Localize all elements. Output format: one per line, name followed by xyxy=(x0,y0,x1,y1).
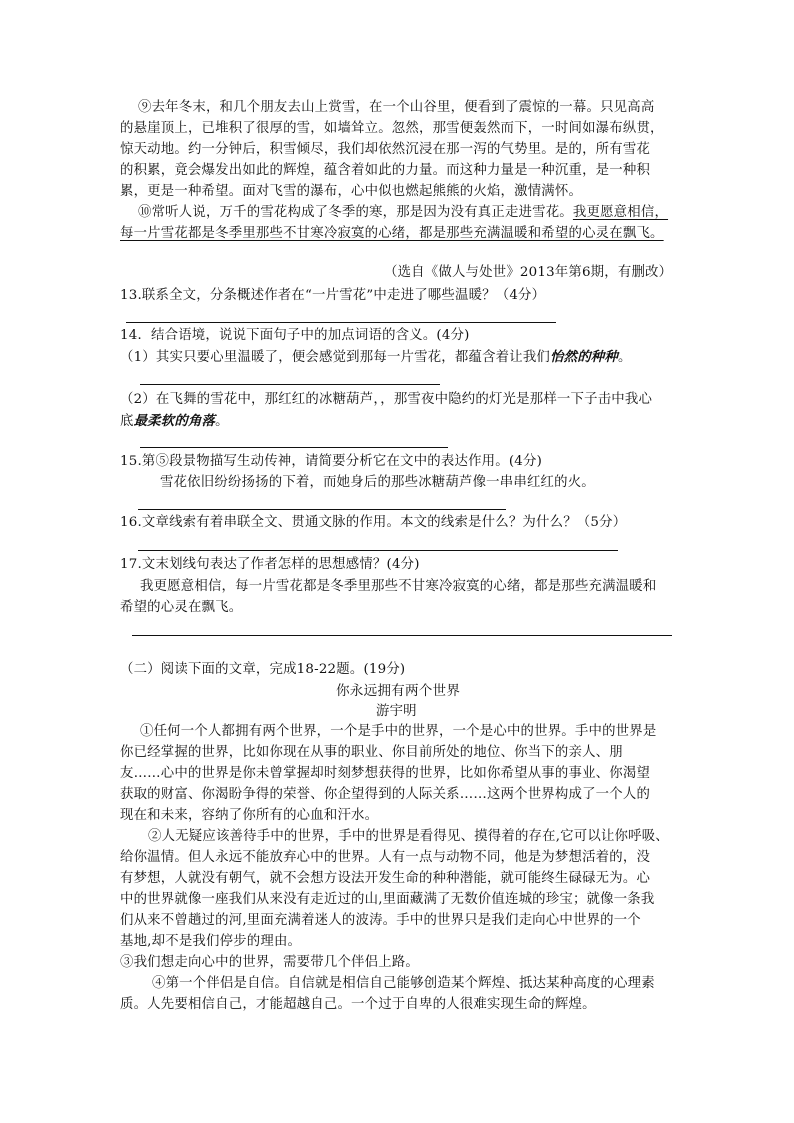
question-15-quote: 雪花依旧纷纷扬扬的下着，而她身后的那些冰糖葫芦像一串串红红的火。 xyxy=(160,475,595,490)
q14-2-dotted-word: 最柔软的角落 xyxy=(133,413,216,429)
q14-2-text: 底 xyxy=(120,414,134,429)
question-17-quote-2: 希望的心灵在飘飞。 xyxy=(120,600,243,615)
q14-1-dotted-word: 怡然的种种 xyxy=(550,349,618,365)
p2-2-line-2: 给你温情。但人永远不能放弃心中的世界。人有一点与动物不同，他是为梦想活着的，没 xyxy=(120,850,651,865)
p2-1-line-1: ①任何一个人都拥有两个世界，一个是手中的世界，一个是心中的世界。手中的世界是 xyxy=(140,724,657,739)
p10-text: ⑩常听人说，万千的雪花构成了冬季的寒，那是因为没有真正走进雪花。 xyxy=(138,205,573,220)
p2-2-line-4: 中的世界就像一座我们从来没有走近过的山,里面藏满了无数价值连城的珍宝；就像一条我 xyxy=(120,892,655,907)
p2-2-line-5: 们从来不曾趟过的河,里面充满着迷人的波涛。手中的世界只是我们走向心中世界的一个 xyxy=(120,913,641,928)
p9-line-4: 的积累，竟会爆发出如此的辉煌，蕴含着如此的力量。而这种力量是一种沉重，是一种积 xyxy=(120,163,651,178)
question-17: 17.文末划线句表达了作者怎样的思想感情？(4分) xyxy=(120,557,420,572)
question-14-1 xyxy=(120,347,632,367)
answer-line-14-2 xyxy=(140,447,448,448)
p2-1-line-2: 你已经掌握的世界，比如你现在从事的职业、你目前所处的地位、你当下的亲人、朋 xyxy=(120,745,623,760)
p9-line-2: 的悬崖顶上，已堆积了很厚的雪，如墙耸立。忽然，那雪便轰然而下，一时间如瀑布纵贯， xyxy=(120,121,664,136)
p2-1-line-5: 现在和未来，容纳了你所有的心血和汗水。 xyxy=(120,808,379,823)
section-2-intro: （二）阅读下面的文章，完成18-22题。(19分) xyxy=(120,662,406,677)
question-15: 15.第⑤段景物描写生动传神，请简要分析它在文中的表达作用。(4分) xyxy=(120,454,542,469)
question-14: 14．结合语境，说说下面句子中的加点词语的含义。(4分) xyxy=(120,328,470,343)
p10-underlined-line-2: 每一片雪花都是冬季里那些不甘寒冷寂寞的心绪，都是那些充满温暖和希望的心灵在飘飞。 xyxy=(120,226,664,241)
answer-line-15 xyxy=(138,509,506,510)
p2-2-line-6: 基地,却不是我们停步的理由。 xyxy=(120,934,302,949)
question-16: 16.文章线索有着串联全文、贯通文脉的作用。本文的线索是什么？为什么？（5分） xyxy=(120,515,627,530)
p2-1-line-3: 友……心中的世界是你未曾掌握却时刻梦想获得的世界，比如你希望从事的事业、你渴望 xyxy=(120,766,651,781)
p10-underlined-start: 我更愿意相信， xyxy=(572,205,669,220)
p2-1-line-4: 获取的财富、你渴盼争得的荣誉、你企望得到的人际关系……这两个世界构成了一个人的 xyxy=(120,787,651,802)
q14-1-end: 。 xyxy=(617,350,632,365)
p10-line-1 xyxy=(138,203,668,223)
question-17-quote-1: 我更愿意相信，每一片雪花都是冬季里那些不甘寒冷寂寞的心绪，都是那些充满温暖和 xyxy=(140,579,657,594)
p9-line-5: 累，更是一种希望。面对飞雪的瀑布，心中似也燃起熊熊的火焰，激情满怀。 xyxy=(120,184,583,199)
article-title: 你永远拥有两个世界 xyxy=(336,683,461,699)
source-citation: （选自《做人与处世》2013年第6期，有删改） xyxy=(384,265,673,280)
answer-line-14-1 xyxy=(140,384,440,385)
p2-2-line-3: 有梦想，人就没有朝气，就不会想方设法开发生命的种种潜能，就可能终生碌碌无为。心 xyxy=(120,871,651,886)
question-13: 13.联系全文，分条概述作者在“一片雪花”中走进了哪些温暖？（4分） xyxy=(120,288,546,303)
p2-2-line-1: ②人无疑应该善待手中的世界，手中的世界是看得见、摸得着的存在,它可以让你呼吸、 xyxy=(148,829,669,844)
q14-2-end: 。 xyxy=(215,414,229,429)
answer-line-13 xyxy=(126,322,556,323)
answer-line-16 xyxy=(138,550,618,551)
question-14-2-line-2 xyxy=(120,411,229,431)
answer-line-17 xyxy=(132,635,672,636)
q14-1-text: （1）其实只要心里温暖了，便会感觉到那每一片雪花，都蕴含着让我们 xyxy=(120,350,551,365)
article-author: 游宇明 xyxy=(376,704,417,719)
question-14-2-line-1: （2）在飞舞的雪花中，那红红的冰糖葫芦，，那雪夜中隐约的灯光是那样一下子击中我心 xyxy=(120,392,653,407)
p2-4-line-1: ④第一个伴侣是自信。自信就是相信自己能够创造某个辉煌、抵达某种高度的心理素 xyxy=(152,976,655,991)
p2-3: ③我们想走向心中的世界，需要带几个伴侣上路。 xyxy=(120,955,419,970)
p2-4-line-2: 质。人先要相信自己，才能超越自己。一个过于自卑的人很难实现生命的辉煌。 xyxy=(120,997,596,1012)
p9-line-1: ⑨去年冬末，和几个朋友去山上赏雪，在一个山谷里，便看到了震惊的一幕。只见高高 xyxy=(138,100,655,115)
p9-line-3: 惊天动地。约一分钟后，积雪倾尽，我们却依然沉浸在那一泻的气势里。是的，所有雪花 xyxy=(120,142,651,157)
